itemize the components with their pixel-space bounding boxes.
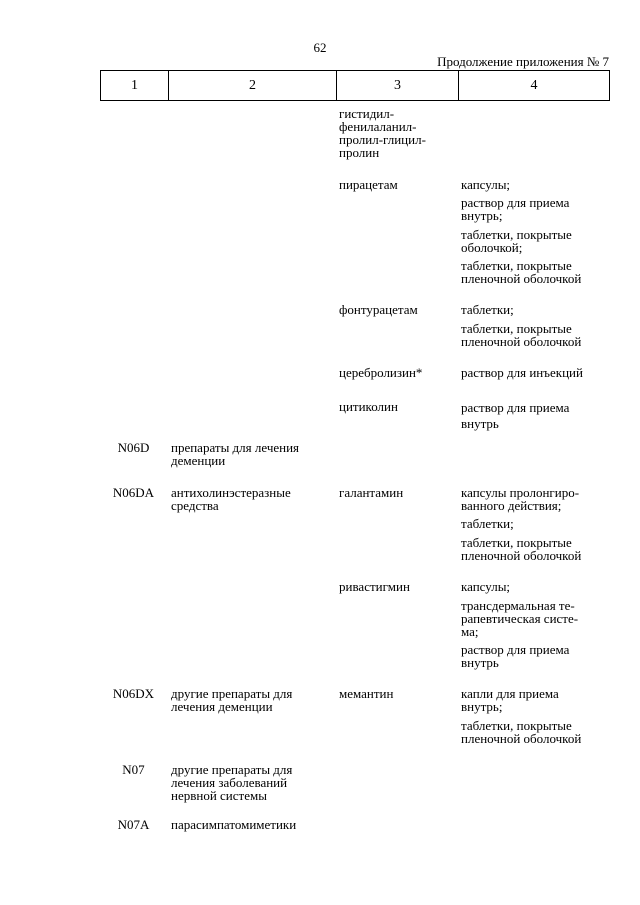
dosage-form: капсулы;	[461, 177, 511, 192]
atc-code: N06DA	[112, 485, 155, 500]
dosage-form: таблетки;	[461, 302, 514, 317]
dosage-form: таблетки, покрытые пленочной оболочкой	[461, 321, 582, 349]
table-header	[100, 70, 610, 101]
drug-name: цитиколин	[339, 399, 398, 414]
continuation-note: Продолжение приложения № 7	[437, 54, 609, 69]
drug-name: церебролизин*	[339, 365, 423, 380]
drug-name: фонтурацетам	[339, 302, 418, 317]
header-col-1: 1	[131, 77, 138, 93]
atc-group-name: другие препараты для лечения деменции	[171, 686, 293, 714]
drug-name: мемантин	[339, 686, 394, 701]
dosage-form: раствор для приема внутрь	[461, 642, 570, 670]
dosage-form: таблетки, покрытые пленочной оболочкой	[461, 718, 582, 746]
dosage-form: капсулы;	[461, 579, 511, 594]
page-number: 62	[313, 40, 327, 55]
drug-name: гистидил- фенилаланил- пролил-глицил- пролин	[339, 106, 426, 160]
dosage-form: раствор для приема внутрь;	[461, 195, 570, 223]
dosage-form: капли для приема внутрь;	[461, 686, 559, 714]
header-col-2: 2	[168, 71, 336, 100]
dosage-form: таблетки;	[461, 516, 514, 531]
atc-code: N06DX	[112, 686, 155, 701]
dosage-form: таблетки, покрытые оболочкой;	[461, 227, 572, 255]
dosage-form: таблетки, покрытые пленочной оболочкой	[461, 535, 582, 563]
dosage-form: раствор для инъекций	[461, 365, 583, 380]
drug-name: галантамин	[339, 485, 404, 500]
atc-code: N06D	[117, 440, 150, 455]
dosage-form: раствор для приема внутрь	[461, 400, 570, 431]
atc-group-name: другие препараты для лечения заболеваний нервной системы	[171, 762, 293, 803]
dosage-form: таблетки, покрытые пленочной оболочкой	[461, 258, 582, 286]
dosage-form: капсулы пролонгиро- ванного действия;	[461, 485, 580, 513]
atc-code: N07	[122, 762, 145, 777]
atc-group-name: антихолинэстеразные средства	[171, 485, 291, 513]
atc-code: N07A	[117, 817, 150, 832]
drug-name: пирацетам	[339, 177, 398, 192]
atc-group-name: парасимпатомиметики	[171, 817, 297, 832]
dosage-form: трансдермальная те- рапевтическая систе- ма;	[461, 598, 579, 639]
drug-name: ривастигмин	[339, 579, 410, 594]
header-col-4: 4	[458, 71, 609, 100]
header-col-3: 3	[336, 71, 458, 100]
atc-group-name: препараты для лечения деменции	[171, 440, 300, 468]
